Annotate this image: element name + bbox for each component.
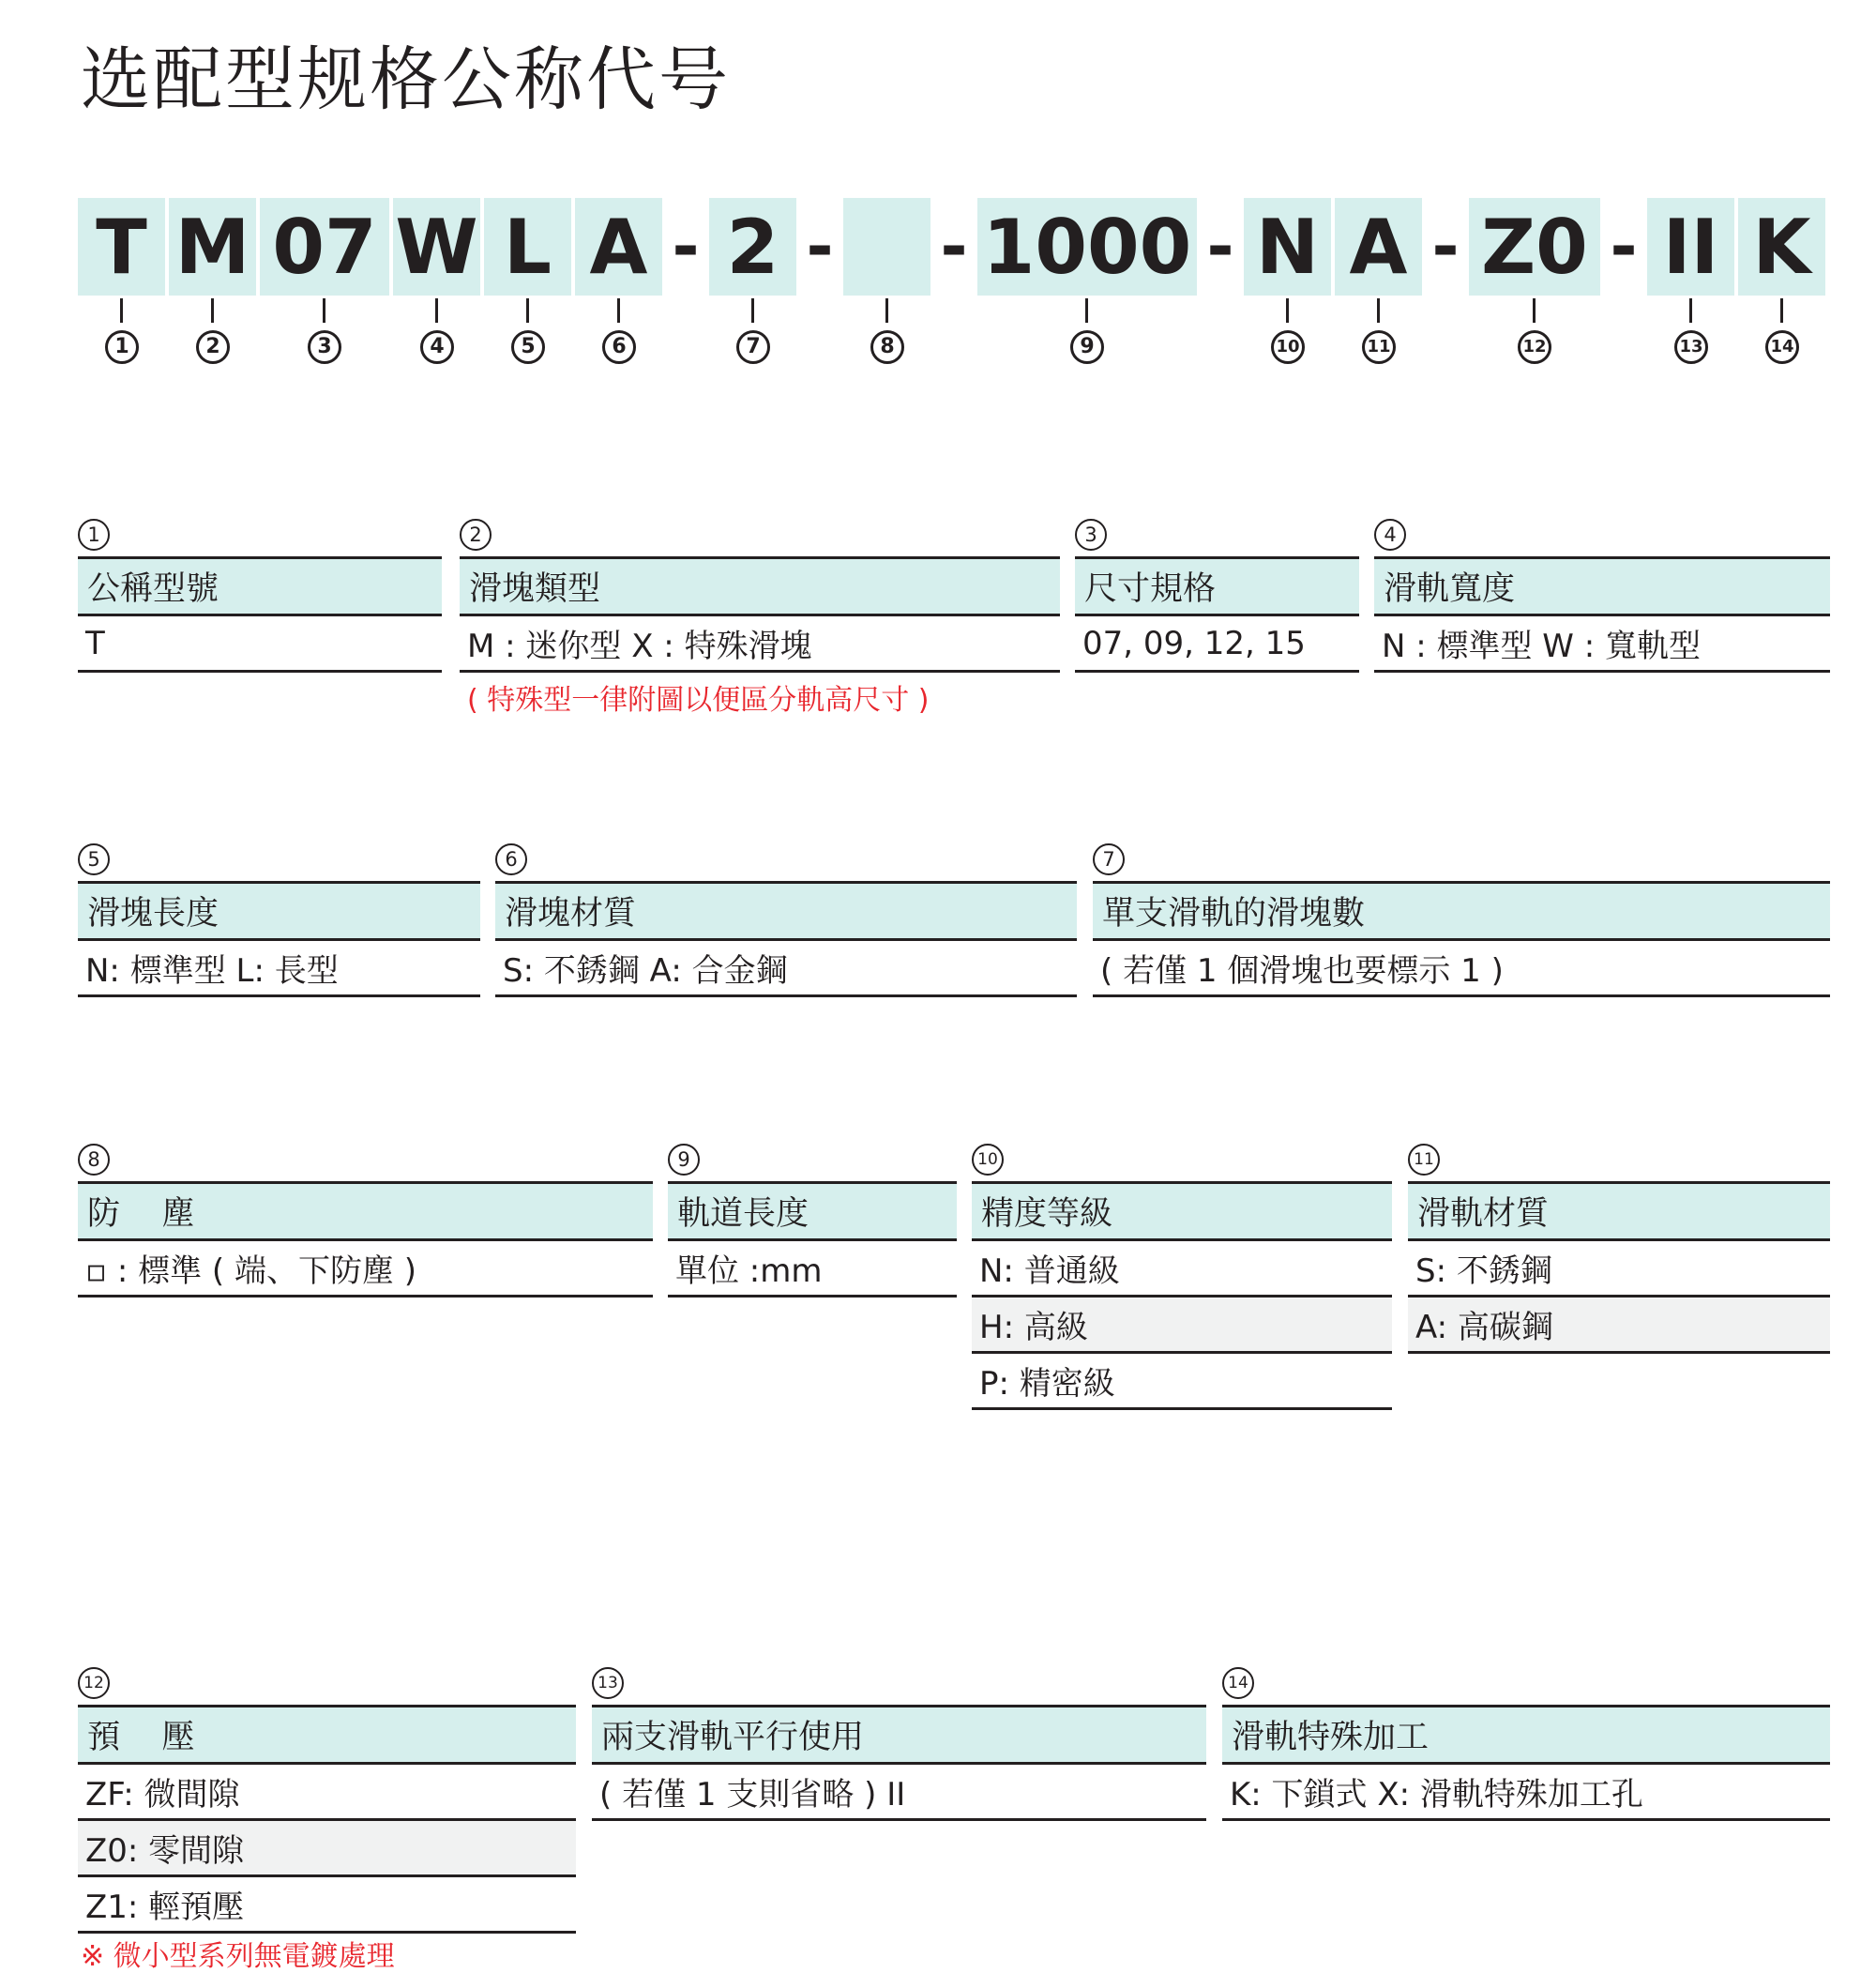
spec-value: ( 若僅 1 個滑塊也要標示 1 )	[1093, 941, 1830, 997]
spec-value: S: 不銹鋼	[1408, 1241, 1830, 1298]
code-box-8	[843, 198, 930, 296]
code-separator: -	[1206, 208, 1234, 285]
code-box-2	[169, 198, 256, 296]
spec-value: Z0: 零間隙	[78, 1821, 576, 1877]
footnote: ※ 微小型系列無電鍍處理	[81, 1940, 395, 1973]
spec-value: A: 高碳鋼	[1408, 1298, 1830, 1354]
tick	[751, 298, 754, 323]
tick	[435, 298, 438, 323]
spec-value: T	[78, 616, 442, 673]
code-value: M	[174, 203, 250, 291]
spec-group-1	[78, 519, 442, 673]
spec-group-6	[495, 843, 1077, 997]
spec-number: 5	[78, 843, 110, 875]
code-box-1	[78, 198, 165, 296]
code-marker: 2	[196, 330, 230, 364]
code-marker: 13	[1674, 330, 1708, 364]
spec-number: 4	[1374, 519, 1406, 551]
spec-group-10	[972, 1144, 1392, 1410]
code-marker: 8	[870, 330, 904, 364]
spec-number: 10	[972, 1144, 1004, 1176]
spec-value: Z1: 輕預壓	[78, 1877, 576, 1934]
spec-heading: 軌道長度	[668, 1181, 957, 1241]
code-box-3	[260, 198, 389, 296]
code-value: L	[504, 203, 552, 291]
code-value: II	[1662, 203, 1719, 291]
tick	[120, 298, 123, 323]
code-box-7	[709, 198, 796, 296]
spec-heading: 尺寸規格	[1075, 556, 1359, 616]
code-value: T	[96, 203, 147, 291]
code-marker: 5	[511, 330, 545, 364]
spec-value: K: 下鎖式 X: 滑軌特殊加工孔	[1222, 1765, 1830, 1821]
tick	[1286, 298, 1289, 323]
spec-number: 6	[495, 843, 527, 875]
code-box-14	[1738, 198, 1825, 296]
code-value: K	[1752, 203, 1811, 291]
spec-group-4	[1374, 519, 1830, 673]
code-marker: 1	[105, 330, 139, 364]
spec-value: M : 迷你型 X : 特殊滑塊	[460, 616, 1060, 673]
spec-heading: 滑塊長度	[78, 881, 480, 941]
spec-number: 11	[1408, 1144, 1440, 1176]
tick	[617, 298, 620, 323]
code-marker: 7	[736, 330, 770, 364]
spec-heading: 單支滑軌的滑塊數	[1093, 881, 1830, 941]
code-value: A	[589, 203, 648, 291]
spec-group-2	[460, 519, 1060, 718]
code-value: 2	[726, 203, 779, 291]
code-marker: 10	[1271, 330, 1305, 364]
spec-value: ( 若僅 1 支則省略 ) II	[592, 1765, 1206, 1821]
tick	[526, 298, 529, 323]
spec-group-13	[592, 1667, 1206, 1821]
code-marker: 4	[420, 330, 454, 364]
spec-heading: 滑塊材質	[495, 881, 1077, 941]
spec-heading: 滑軌寬度	[1374, 556, 1830, 616]
code-box-9	[977, 198, 1197, 296]
spec-value: H: 高級	[972, 1298, 1392, 1354]
spec-group-5	[78, 843, 480, 997]
tick	[1780, 298, 1783, 323]
spec-group-14	[1222, 1667, 1830, 1821]
code-value: Z0	[1481, 203, 1588, 291]
spec-heading: 預 壓	[78, 1705, 576, 1765]
code-value: A	[1349, 203, 1408, 291]
code-marker: 11	[1362, 330, 1396, 364]
code-marker: 6	[602, 330, 636, 364]
spec-number: 13	[592, 1667, 624, 1699]
code-marker: 9	[1070, 330, 1104, 364]
code-box-10	[1244, 198, 1331, 296]
spec-group-9	[668, 1144, 957, 1298]
spec-heading: 兩支滑軌平行使用	[592, 1705, 1206, 1765]
spec-value: N: 普通級	[972, 1241, 1392, 1298]
spec-number: 14	[1222, 1667, 1254, 1699]
spec-value: N : 標準型 W : 寬軌型	[1374, 616, 1830, 673]
tick	[1533, 298, 1536, 323]
spec-value: S: 不銹鋼 A: 合金鋼	[495, 941, 1077, 997]
code-value: N	[1256, 203, 1319, 291]
spec-value: 單位 :mm	[668, 1241, 957, 1298]
code-separator: -	[672, 208, 700, 285]
code-value: W	[395, 203, 478, 291]
code-separator: -	[806, 208, 834, 285]
code-box-11	[1335, 198, 1422, 296]
spec-number: 1	[78, 519, 110, 551]
spec-number: 7	[1093, 843, 1125, 875]
spec-value: 07, 09, 12, 15	[1075, 616, 1359, 673]
spec-heading: 滑塊類型	[460, 556, 1060, 616]
spec-value: P: 精密級	[972, 1354, 1392, 1410]
code-separator: -	[940, 208, 968, 285]
spec-group-7	[1093, 843, 1830, 997]
code-marker: 14	[1765, 330, 1799, 364]
tick	[1085, 298, 1088, 323]
spec-group-8	[78, 1144, 653, 1298]
code-box-13	[1647, 198, 1734, 296]
spec-heading: 精度等級	[972, 1181, 1392, 1241]
spec-group-3	[1075, 519, 1359, 673]
code-box-5	[484, 198, 571, 296]
code-value: 1000	[982, 203, 1192, 291]
code-box-4	[393, 198, 480, 296]
page-title: 选配型规格公称代号	[81, 39, 731, 120]
spec-heading: 滑軌材質	[1408, 1181, 1830, 1241]
spec-group-12	[78, 1667, 576, 1934]
spec-value: ZF: 微間隙	[78, 1765, 576, 1821]
code-marker: 12	[1518, 330, 1551, 364]
spec-value: ▫ : 標準 ( 端、下防塵 )	[78, 1241, 653, 1298]
code-value: 07	[272, 203, 377, 291]
tick	[885, 298, 888, 323]
tick	[211, 298, 214, 323]
spec-heading: 滑軌特殊加工	[1222, 1705, 1830, 1765]
code-separator: -	[1610, 208, 1638, 285]
spec-number: 2	[460, 519, 492, 551]
spec-value: N: 標準型 L: 長型	[78, 941, 480, 997]
spec-heading: 公稱型號	[78, 556, 442, 616]
code-box-12	[1469, 198, 1600, 296]
code-marker: 3	[308, 330, 341, 364]
spec-number: 3	[1075, 519, 1107, 551]
code-box-6	[575, 198, 662, 296]
spec-heading: 防 塵	[78, 1181, 653, 1241]
spec-number: 9	[668, 1144, 700, 1176]
code-separator: -	[1431, 208, 1460, 285]
spec-group-11	[1408, 1144, 1830, 1354]
tick	[1689, 298, 1692, 323]
spec-number: 8	[78, 1144, 110, 1176]
tick	[323, 298, 325, 323]
tick	[1377, 298, 1380, 323]
spec-note: ( 特殊型一律附圖以便區分軌高尺寸 )	[467, 684, 930, 717]
spec-number: 12	[78, 1667, 110, 1699]
